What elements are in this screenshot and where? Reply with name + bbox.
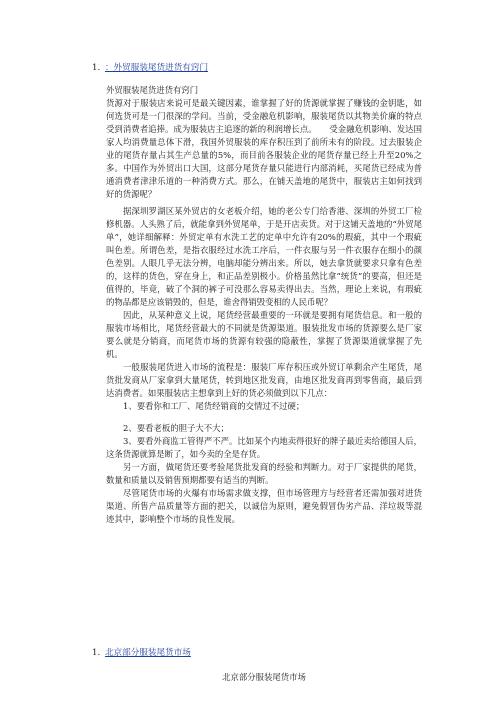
list-item: 3、要看外商监工管得严不严。比如某个内地卖得很好的牌子最近卖给德国人后，这条货源就算是断了，如今卖的全是存货。 (106, 436, 422, 459)
section-number: 1. (92, 648, 101, 658)
paragraph: 另一方面，做尾货还要考验尾货批发商的经验和判断力。对于厂家提供的尾货，数量和质量以及销售预期都要有适当的判断。 (106, 462, 422, 485)
list-item: 2、要看老板的胆子大不大； (123, 423, 229, 433)
section-heading-1 (92, 62, 208, 74)
section-number: 1. (92, 63, 101, 73)
paragraph: 货源对于服装店来说可是最关键因素，谁掌握了好的货源就掌握了赚钱的金钥匙，如何选货可是一门很深的学问。当前，受金融危机影响，服装尾货以其物美价廉的特点受到消费者追捧。成为服装店主追逐的新的利润增长点。 受金融危机影响、发达国家人均消费量总体下滑，我国外贸服装的库存积压到了前所未有的阶段。过去服装企业的尾货存量占其生产总量的5%，而目前各服装企业的尾货存量已经上升至20%之多。中国作为外贸出口大国，这部分尾货存量只能进行内部消耗，买尾货已经成为普通消费者津津乐道的一种消费方式。那么，在铺天盖地的尾货中，服装店主如何找到好的货源呢？ (106, 98, 422, 199)
article-title: 北京部分服装尾货市场 (222, 672, 306, 682)
list-item: 1、要看你和工厂、尾货经销商的交情过不过硬； (123, 401, 305, 411)
article-1 (106, 84, 422, 526)
paragraph: 因此，从某种意义上说，尾货经营最重要的一环就是要拥有尾货信息。和一般的服装市场相比，尾货经营最大的不同就是货源渠道。服装批发市场的货源要么是厂家要么就是分销商，而尾货市场的货源有较强的隐蔽性，掌握了货源渠道就掌握了先机。 (106, 310, 422, 359)
paragraph: 一般服装尾货进入市场的流程是：服装厂库存积压或外贸订单剩余产生尾货，尾货批发商从厂家拿到大量尾货，转到地区批发商，由地区批发商再到零售商，最后到达消费者。如果服装店主想拿到上好的货必须做到以下几点： (106, 362, 422, 398)
section-link-beijing-markets[interactable]: 北京部分服装尾货市场 (104, 648, 191, 658)
paragraph: 尽管尾货市场的火爆有市场需求做支撑，但市场管理方与经营者还需加强对进货渠道、所售产品质量等方面的把关，以诚信为原则，避免假冒伪劣产品、洋垃圾等混迹其中，影响整个市场的良性发展。 (106, 488, 422, 524)
article-title: 外贸服装尾货进货有窍门 (106, 85, 199, 95)
section-heading-2 (92, 647, 191, 659)
article-2-title (106, 671, 422, 684)
paragraph: 据深圳罗湖区某外贸店的女老板介绍，她的老公专门给香港、深圳的外贸工厂检修机器。人头熟了后，就能拿到外贸尾单，于是开店卖货。对于这铺天盖地的“外贸尾单”，她详细解释：外贸定单有水洗工艺的定单中允许有20%的瑕疵，其中一个瑕疵叫色差。所谓色差，是指衣服经过水洗工序后，一件衣服与另一件衣服存在细小的颜色差别。人眼几乎无法分辨，电脑却能分辨出来。所以，她去拿货就要求只拿有色差的，这样的货色，穿在身上，和正品差别极小。价格虽然比拿“统货”的要高，但还是值得的，毕竟，破了个洞的裤子可没那么容易卖得出去。当然，理论上来说，有瑕疵的物品都是应该销毁的，但是，谁舍得销毁变相的人民币呢？ (106, 206, 422, 307)
section-link-tail-goods-tips[interactable]: ：外贸服装尾货进货有窍门 (104, 63, 209, 73)
